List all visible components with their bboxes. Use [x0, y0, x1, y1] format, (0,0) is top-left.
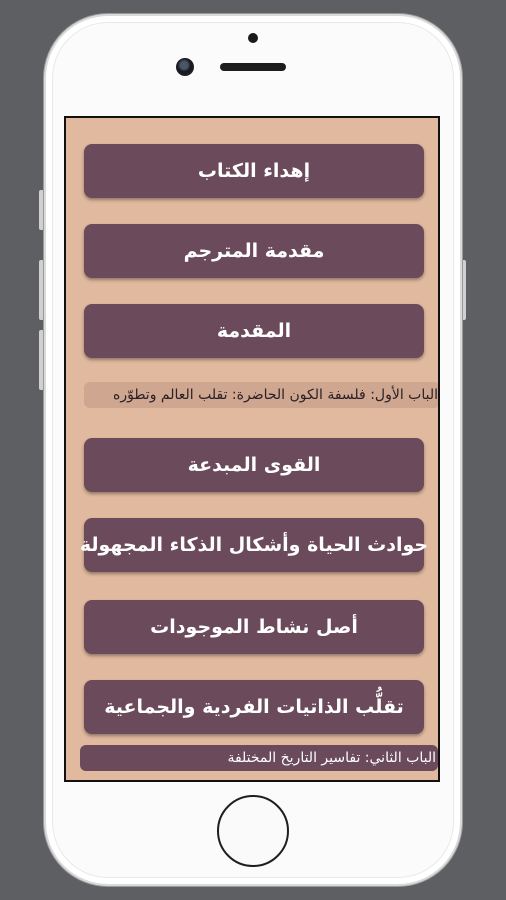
- front-camera-icon: [176, 58, 194, 76]
- menu-item-life-events[interactable]: حوادث الحياة وأشكال الذكاء المجهولة: [84, 518, 424, 572]
- menu-item-origin-of-activity[interactable]: أصل نشاط الموجودات: [84, 600, 424, 654]
- section-header-label: الباب الثاني: تفاسير التاريخ المختلفة: [227, 750, 436, 766]
- earpiece-speaker: [220, 63, 286, 71]
- section-header-part-one[interactable]: [84, 382, 440, 408]
- menu-item-translator-intro[interactable]: مقدمة المترجم: [84, 224, 424, 278]
- menu-item-introduction[interactable]: المقدمة: [84, 304, 424, 358]
- home-button[interactable]: [217, 795, 289, 867]
- sensor-dot: [248, 33, 258, 43]
- section-header-label: الباب الأول: فلسفة الكون الحاضرة: تقلب العالم وتطوّره: [112, 387, 438, 403]
- menu-item-dedication[interactable]: إهداء الكتاب: [84, 144, 424, 198]
- menu-item-individual-collective[interactable]: تقلُّب الذاتيات الفردية والجماعية: [84, 680, 424, 734]
- menu-item-creative-forces[interactable]: القوى المبدعة: [84, 438, 424, 492]
- section-header-part-two[interactable]: [80, 745, 438, 771]
- app-screen: [64, 116, 440, 782]
